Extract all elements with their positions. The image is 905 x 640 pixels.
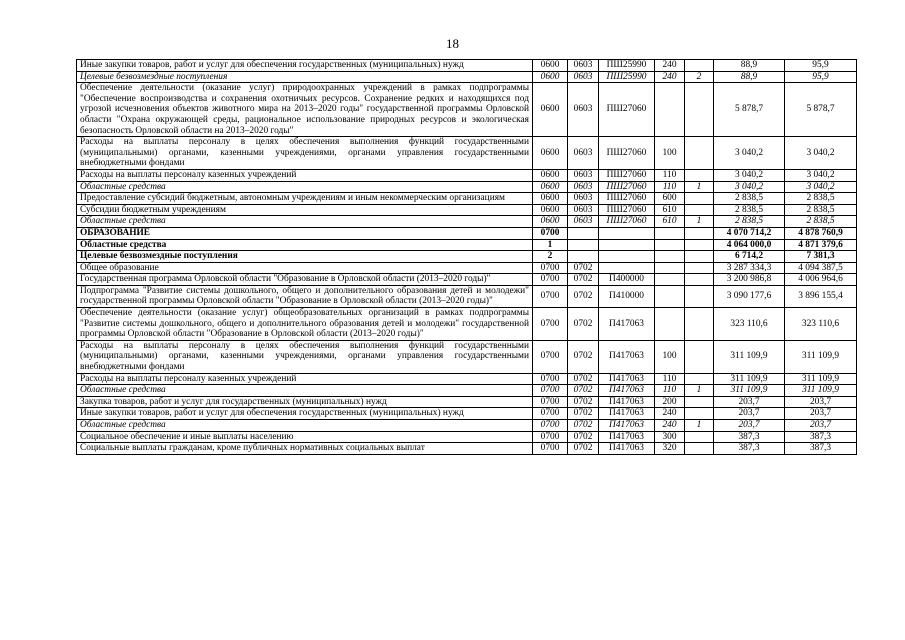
row-expense-type: [655, 262, 685, 274]
table-row: [77, 227, 857, 239]
row-section-code: 0700: [533, 385, 568, 397]
row-subsection-code: 0603: [568, 204, 599, 216]
row-amount-year-2: 311 109,9: [785, 340, 857, 373]
row-subsection-code: 0702: [568, 431, 599, 443]
row-target-article: ПШ25990: [599, 60, 655, 72]
row-expense-type: [655, 274, 685, 286]
table-row: [77, 408, 857, 420]
row-expense-type: 240: [655, 420, 685, 432]
row-section-code: 0700: [533, 420, 568, 432]
row-section-code: 0700: [533, 262, 568, 274]
row-amount-year-1: 3 040,2: [714, 169, 785, 181]
table-row: [77, 396, 857, 408]
table-row: [77, 340, 857, 373]
row-expense-type: 240: [655, 71, 685, 83]
row-amount-year-1: 311 109,9: [714, 340, 785, 373]
row-amount-year-1: 6 714,2: [714, 251, 785, 263]
row-section-code: 0700: [533, 396, 568, 408]
row-section-code: 0700: [533, 431, 568, 443]
row-amount-year-2: 323 110,6: [785, 308, 857, 341]
table-row: [77, 251, 857, 263]
row-amount-year-2: 7 381,3: [785, 251, 857, 263]
row-subsection-code: 0702: [568, 385, 599, 397]
row-subsection-code: 0702: [568, 274, 599, 286]
row-funding-source: [685, 285, 714, 307]
table-row: [77, 262, 857, 274]
table-row: [77, 181, 857, 193]
row-subsection-code: 0702: [568, 443, 599, 455]
row-expense-type: [655, 308, 685, 341]
row-funding-source: [685, 373, 714, 385]
row-expense-type: [655, 239, 685, 251]
row-target-article: П417063: [599, 431, 655, 443]
row-expense-type: 320: [655, 443, 685, 455]
row-target-article: П417063: [599, 340, 655, 373]
row-funding-source: [685, 340, 714, 373]
row-subsection-code: 0603: [568, 60, 599, 72]
table-row: [77, 431, 857, 443]
row-subsection-code: 0603: [568, 216, 599, 228]
row-amount-year-1: 387,3: [714, 443, 785, 455]
row-target-article: П417063: [599, 408, 655, 420]
row-subsection-code: [568, 239, 599, 251]
table-row: [77, 83, 857, 137]
row-section-code: 0600: [533, 60, 568, 72]
row-target-article: ПШ27060: [599, 137, 655, 170]
row-expense-type: 600: [655, 193, 685, 205]
row-funding-source: 1: [685, 216, 714, 228]
row-target-article: ПШ25990: [599, 71, 655, 83]
row-amount-year-1: 88,9: [714, 71, 785, 83]
row-amount-year-2: 2 838,5: [785, 216, 857, 228]
page-number: 18: [446, 36, 459, 51]
row-subsection-code: 0603: [568, 71, 599, 83]
row-section-code: 0700: [533, 443, 568, 455]
row-section-code: 0600: [533, 204, 568, 216]
budget-table: [76, 59, 857, 455]
table-row: [77, 137, 857, 170]
row-expense-type: 610: [655, 204, 685, 216]
table-row: [77, 308, 857, 341]
row-expense-type: [655, 227, 685, 239]
row-target-article: ПШ27060: [599, 83, 655, 137]
row-funding-source: 1: [685, 385, 714, 397]
row-amount-year-1: 3 040,2: [714, 181, 785, 193]
row-subsection-code: 0702: [568, 420, 599, 432]
row-subsection-code: 0603: [568, 83, 599, 137]
row-amount-year-2: 203,7: [785, 396, 857, 408]
table-row: [77, 193, 857, 205]
row-expense-type: 100: [655, 340, 685, 373]
row-amount-year-2: 5 878,7: [785, 83, 857, 137]
row-funding-source: [685, 227, 714, 239]
row-description: Государственная программа Орловской области "Образование в Орловской области (2013–2020 годы)": [77, 274, 533, 286]
row-funding-source: [685, 137, 714, 170]
row-amount-year-2: 4 878 760,9: [785, 227, 857, 239]
row-target-article: [599, 239, 655, 251]
row-description: Областные средства: [77, 385, 533, 397]
row-target-article: ПШ27060: [599, 204, 655, 216]
row-amount-year-1: 3 200 986,8: [714, 274, 785, 286]
row-funding-source: [685, 396, 714, 408]
row-funding-source: [685, 274, 714, 286]
table-row: [77, 169, 857, 181]
row-amount-year-2: 2 838,5: [785, 204, 857, 216]
row-description: Расходы на выплаты персоналу казенных учреждений: [77, 373, 533, 385]
row-section-code: 0700: [533, 373, 568, 385]
table-row: [77, 274, 857, 286]
row-subsection-code: [568, 227, 599, 239]
row-description: Областные средства: [77, 420, 533, 432]
row-amount-year-2: 4 871 379,6: [785, 239, 857, 251]
row-funding-source: [685, 193, 714, 205]
row-expense-type: 610: [655, 216, 685, 228]
row-amount-year-2: 3 040,2: [785, 181, 857, 193]
row-amount-year-1: 387,3: [714, 431, 785, 443]
row-section-code: 0700: [533, 285, 568, 307]
row-funding-source: [685, 60, 714, 72]
row-description: Целевые безвозмездные поступления: [77, 71, 533, 83]
row-description: Предоставление субсидий бюджетным, автономным учреждениям и иным некоммерческим организациям: [77, 193, 533, 205]
row-target-article: П417063: [599, 443, 655, 455]
row-description: Иные закупки товаров, работ и услуг для обеспечения государственных (муниципальных) нужд: [77, 408, 533, 420]
row-description: Иные закупки товаров, работ и услуг для обеспечения государственных (муниципальных) нужд: [77, 60, 533, 72]
row-target-article: ПШ27060: [599, 169, 655, 181]
row-target-article: ПШ27060: [599, 181, 655, 193]
row-description: Областные средства: [77, 181, 533, 193]
row-funding-source: [685, 83, 714, 137]
row-subsection-code: 0702: [568, 340, 599, 373]
row-subsection-code: 0702: [568, 396, 599, 408]
row-subsection-code: 0603: [568, 169, 599, 181]
row-subsection-code: 0603: [568, 137, 599, 170]
row-section-code: 0700: [533, 408, 568, 420]
row-description: ОБРАЗОВАНИЕ: [77, 227, 533, 239]
table-row: [77, 60, 857, 72]
row-amount-year-2: 387,3: [785, 443, 857, 455]
row-section-code: 0600: [533, 216, 568, 228]
row-funding-source: [685, 308, 714, 341]
table-row: [77, 71, 857, 83]
row-section-code: 0700: [533, 308, 568, 341]
row-description: Областные средства: [77, 239, 533, 251]
table-row: [77, 204, 857, 216]
row-amount-year-1: 3 040,2: [714, 137, 785, 170]
row-funding-source: [685, 408, 714, 420]
row-funding-source: 2: [685, 71, 714, 83]
table-row: [77, 385, 857, 397]
row-target-article: П400000: [599, 274, 655, 286]
row-amount-year-2: 4 094 387,5: [785, 262, 857, 274]
row-amount-year-1: 3 287 334,3: [714, 262, 785, 274]
row-description: Расходы на выплаты персоналу в целях обеспечения выполнения функций государственными (муниципальными) органами, казенными учреждениями, органами управления государственными внебюджетными фондами: [77, 137, 533, 170]
row-target-article: П417063: [599, 385, 655, 397]
row-subsection-code: 0702: [568, 373, 599, 385]
row-amount-year-1: 311 109,9: [714, 385, 785, 397]
row-expense-type: 200: [655, 396, 685, 408]
row-description: Социальное обеспечение и иные выплаты населению: [77, 431, 533, 443]
table-row: [77, 420, 857, 432]
row-amount-year-1: 3 090 177,6: [714, 285, 785, 307]
row-amount-year-2: 203,7: [785, 408, 857, 420]
row-amount-year-1: 2 838,5: [714, 204, 785, 216]
row-expense-type: 110: [655, 385, 685, 397]
row-description: Общее образование: [77, 262, 533, 274]
row-funding-source: [685, 204, 714, 216]
row-subsection-code: 0702: [568, 408, 599, 420]
row-amount-year-1: 311 109,9: [714, 373, 785, 385]
row-expense-type: 110: [655, 373, 685, 385]
row-target-article: ПШ27060: [599, 193, 655, 205]
row-amount-year-1: 2 838,5: [714, 216, 785, 228]
row-funding-source: [685, 443, 714, 455]
row-section-code: 0600: [533, 71, 568, 83]
table-row: [77, 239, 857, 251]
row-target-article: [599, 227, 655, 239]
row-section-code: 0700: [533, 340, 568, 373]
table-row: [77, 285, 857, 307]
row-description: Подпрограмма "Развитие системы дошкольного, общего и дополнительного образования детей и молодежи" государственной программы Орловской области "Образование в Орловской области (2013–2020 годы)": [77, 285, 533, 307]
row-expense-type: 100: [655, 137, 685, 170]
row-subsection-code: 0603: [568, 193, 599, 205]
row-funding-source: [685, 169, 714, 181]
row-section-code: 0600: [533, 169, 568, 181]
row-funding-source: [685, 431, 714, 443]
row-target-article: ПШ27060: [599, 216, 655, 228]
row-section-code: 1: [533, 239, 568, 251]
table-row: [77, 443, 857, 455]
row-subsection-code: 0603: [568, 181, 599, 193]
row-description: Областные средства: [77, 216, 533, 228]
row-description: Целевые безвозмездные поступления: [77, 251, 533, 263]
row-section-code: 0700: [533, 274, 568, 286]
row-amount-year-2: 387,3: [785, 431, 857, 443]
row-amount-year-1: 203,7: [714, 396, 785, 408]
row-amount-year-2: 3 896 155,4: [785, 285, 857, 307]
row-expense-type: [655, 83, 685, 137]
row-amount-year-2: 3 040,2: [785, 137, 857, 170]
row-description: Обеспечение деятельности (оказание услуг) общеобразовательных организаций в рамках подпрограммы "Развитие системы дошкольного, общего и дополнительного образования детей и молодежи" государственной программы Орловской области "Образование в Орловской области (2013–2020 годы)": [77, 308, 533, 341]
row-amount-year-1: 5 878,7: [714, 83, 785, 137]
row-amount-year-2: 311 109,9: [785, 373, 857, 385]
row-section-code: 0600: [533, 83, 568, 137]
row-description: Расходы на выплаты персоналу в целях обеспечения выполнения функций государственными (муниципальными) органами, казенными учреждениями, органами управления государственными внебюджетными фондами: [77, 340, 533, 373]
row-expense-type: [655, 285, 685, 307]
row-funding-source: [685, 239, 714, 251]
row-expense-type: 300: [655, 431, 685, 443]
row-amount-year-2: 95,9: [785, 60, 857, 72]
row-description: Расходы на выплаты персоналу казенных учреждений: [77, 169, 533, 181]
row-amount-year-1: 4 070 714,2: [714, 227, 785, 239]
row-target-article: П417063: [599, 420, 655, 432]
row-amount-year-1: 88,9: [714, 60, 785, 72]
row-expense-type: 240: [655, 60, 685, 72]
table-row: [77, 373, 857, 385]
row-funding-source: [685, 262, 714, 274]
row-description: Обеспечение деятельности (оказание услуг) природоохранных учреждений в рамках подпрограммы "Обеспечение воспроизводства и сохранения охотничьих ресурсов. Сохранение редких и находящихся под угрозой исчезновения объектов животного мира на 2013–2020 годы" государственной программы Орловской области "Охрана окружающей среды, рациональное использование природных ресурсов и экологическая безопасность Орловской области на 2013–2020 годы": [77, 83, 533, 137]
row-expense-type: 110: [655, 169, 685, 181]
row-amount-year-2: 4 006 964,6: [785, 274, 857, 286]
row-amount-year-2: 3 040,2: [785, 169, 857, 181]
row-section-code: 0600: [533, 181, 568, 193]
row-expense-type: 240: [655, 408, 685, 420]
row-amount-year-2: 95,9: [785, 71, 857, 83]
row-target-article: [599, 262, 655, 274]
row-subsection-code: [568, 251, 599, 263]
row-subsection-code: 0702: [568, 262, 599, 274]
row-amount-year-1: 323 110,6: [714, 308, 785, 341]
budget-table-body: [77, 60, 857, 455]
row-description: Закупка товаров, работ и услуг для государственных (муниципальных) нужд: [77, 396, 533, 408]
row-target-article: П417063: [599, 396, 655, 408]
row-description: Социальные выплаты гражданам, кроме публичных нормативных социальных выплат: [77, 443, 533, 455]
row-expense-type: [655, 251, 685, 263]
row-section-code: 0700: [533, 227, 568, 239]
row-amount-year-1: 203,7: [714, 408, 785, 420]
row-target-article: П410000: [599, 285, 655, 307]
row-amount-year-1: 203,7: [714, 420, 785, 432]
row-section-code: 2: [533, 251, 568, 263]
row-amount-year-1: 2 838,5: [714, 193, 785, 205]
row-amount-year-2: 311 109,9: [785, 385, 857, 397]
row-section-code: 0600: [533, 193, 568, 205]
row-funding-source: 1: [685, 420, 714, 432]
row-expense-type: 110: [655, 181, 685, 193]
row-target-article: П417063: [599, 308, 655, 341]
row-amount-year-2: 2 838,5: [785, 193, 857, 205]
row-section-code: 0600: [533, 137, 568, 170]
row-subsection-code: 0702: [568, 285, 599, 307]
row-target-article: П417063: [599, 373, 655, 385]
row-target-article: [599, 251, 655, 263]
row-subsection-code: 0702: [568, 308, 599, 341]
table-row: [77, 216, 857, 228]
row-funding-source: 1: [685, 181, 714, 193]
row-amount-year-1: 4 064 000,0: [714, 239, 785, 251]
row-amount-year-2: 203,7: [785, 420, 857, 432]
row-description: Субсидии бюджетным учреждениям: [77, 204, 533, 216]
row-funding-source: [685, 251, 714, 263]
